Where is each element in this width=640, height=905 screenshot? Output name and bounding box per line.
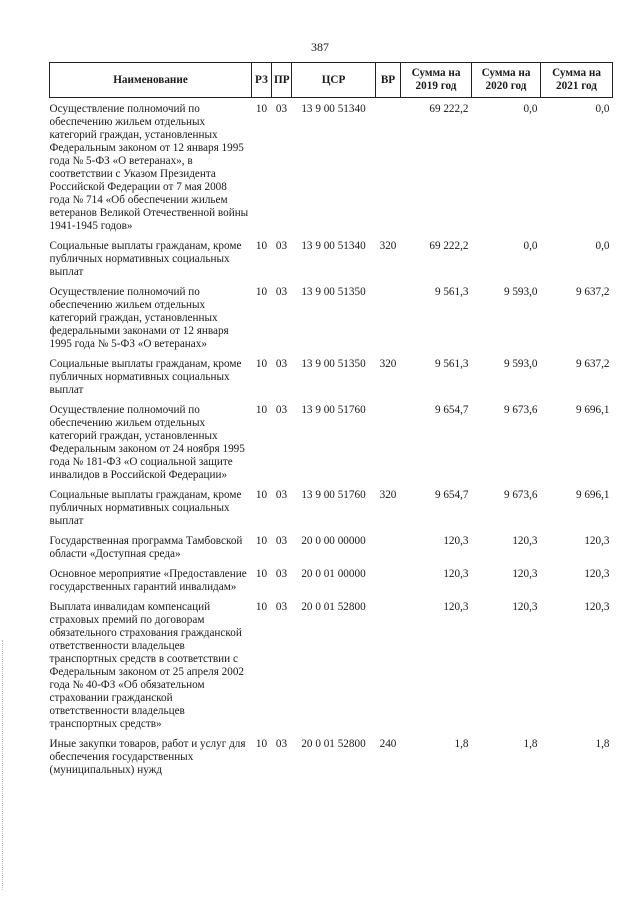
row-name-text: Выплата инвалидам компенсаций страховых премий по договорам обязательного страхования гражданской ответственности владельцев транспортных средств в соответствии с Федеральным законом от 25 апреля 2002 года № 40-ФЗ «Об обязательном страховании гражданской ответственности владельцев транспортных средств» <box>49 601 245 730</box>
cell-pr: 03 <box>275 738 288 750</box>
cell-name <box>50 484 252 530</box>
table-body <box>50 98 613 780</box>
cell-pr: 03 <box>275 404 288 416</box>
table-row <box>50 98 613 236</box>
cell-sum-2019: 9 654,7 <box>434 404 469 416</box>
cell-vr <box>376 281 401 353</box>
row-name-text: Социальные выплаты гражданам, кроме публичных нормативных социальных выплат <box>49 489 242 527</box>
cell-sum-2019: 69 222,2 <box>429 240 469 252</box>
header-csr: ЦСР <box>292 63 376 98</box>
row-name-text: Осуществление полномочий по обеспечению жильем отдельных категорий граждан, установленных Федеральным законом от 12 января 1995 года № 5-ФЗ «О ветеранах», в соответствии с Указом Президента Российской Федерации от 7 мая 2008 года № 714 «Об обеспечении жильем ветеранов Великой Отечественной войны 1941-1945 годов» <box>49 103 249 232</box>
cell-rz: 10 <box>255 738 268 750</box>
cell-sum-2020: 120,3 <box>512 535 538 547</box>
cell-name <box>50 235 252 281</box>
cell-sum-2021: 120,3 <box>584 535 610 547</box>
cell-sum-2020: 9 593,0 <box>503 286 538 298</box>
row-name-text: Основное мероприятие «Предоставление государственных гарантий инвалидам» <box>49 568 247 593</box>
cell-csr: 13 9 00 51340 <box>301 103 366 115</box>
cell-pr: 03 <box>275 358 288 370</box>
row-name-text: Иные закупки товаров, работ и услуг для обеспечения государственных (муниципальных) нужд <box>49 738 246 776</box>
cell-rz: 10 <box>255 404 268 416</box>
cell-pr: 03 <box>275 103 288 115</box>
cell-name <box>50 733 252 779</box>
cell-sum-2021: 9 637,2 <box>575 286 610 298</box>
cell-sum-2021: 0,0 <box>595 103 610 115</box>
cell-rz: 10 <box>255 601 268 613</box>
cell-pr: 03 <box>275 240 288 252</box>
table-row <box>50 596 613 733</box>
cell-pr: 03 <box>275 568 288 580</box>
table-row <box>50 353 613 399</box>
cell-csr: 13 9 00 51350 <box>301 358 366 370</box>
cell-csr: 20 0 01 52800 <box>301 601 366 613</box>
cell-pr: 03 <box>275 535 288 547</box>
cell-pr: 03 <box>275 286 288 298</box>
cell-csr: 20 0 01 52800 <box>301 738 366 750</box>
cell-rz: 10 <box>255 358 268 370</box>
cell-sum-2020: 120,3 <box>512 601 538 613</box>
cell-csr: 20 0 00 00000 <box>301 535 366 547</box>
cell-sum-2020: 9 673,6 <box>503 489 538 501</box>
budget-table <box>49 62 613 779</box>
cell-rz: 10 <box>255 286 268 298</box>
cell-sum-2020: 1,8 <box>523 738 538 750</box>
cell-sum-2019: 9 561,3 <box>434 358 469 370</box>
cell-vr: 320 <box>379 489 397 501</box>
cell-sum-2021: 120,3 <box>584 568 610 580</box>
table-row <box>50 399 613 484</box>
cell-pr: 03 <box>275 489 288 501</box>
cell-vr <box>376 530 401 563</box>
cell-sum-2019: 1,8 <box>454 738 469 750</box>
cell-csr: 13 9 00 51760 <box>301 404 366 416</box>
cell-sum-2019: 69 222,2 <box>429 103 469 115</box>
cell-sum-2021: 1,8 <box>595 738 610 750</box>
scan-margin-marks <box>2 640 7 890</box>
cell-name <box>50 399 252 484</box>
row-name-text: Социальные выплаты гражданам, кроме публичных нормативных социальных выплат <box>49 358 242 396</box>
table-row <box>50 530 613 563</box>
cell-sum-2021: 0,0 <box>595 240 610 252</box>
page-number: 387 <box>311 40 329 54</box>
cell-sum-2020: 120,3 <box>512 568 538 580</box>
cell-csr: 20 0 01 00000 <box>301 568 366 580</box>
row-name-text: Осуществление полномочий по обеспечению жильем отдельных категорий граждан, установленных Федеральным законом от 24 ноября 1995 года № 181-ФЗ «О социальной защите инвалидов в Российской Федерации» <box>49 404 245 481</box>
cell-name <box>50 353 252 399</box>
cell-vr <box>376 596 401 733</box>
cell-vr <box>376 563 401 596</box>
header-sum-2021: Сумма на 2021 год <box>541 63 613 98</box>
row-name-text: Государственная программа Тамбовской области «Доступная среда» <box>49 535 243 560</box>
cell-sum-2021: 9 696,1 <box>575 404 610 416</box>
cell-rz: 10 <box>255 240 268 252</box>
cell-rz: 10 <box>255 103 268 115</box>
row-name-text: Осуществление полномочий по обеспечению жильем отдельных категорий граждан, установленных федеральными законами от 12 января 1995 года № 5-ФЗ «О ветеранах» <box>49 286 229 350</box>
table-row <box>50 281 613 353</box>
header-rz: РЗ <box>252 63 272 98</box>
table-header-row <box>50 63 613 98</box>
cell-sum-2020: 9 593,0 <box>503 358 538 370</box>
header-sum-2020: Сумма на 2020 год <box>472 63 541 98</box>
cell-sum-2020: 0,0 <box>523 240 538 252</box>
cell-rz: 10 <box>255 489 268 501</box>
cell-csr: 13 9 00 51350 <box>301 286 366 298</box>
header-vr: ВР <box>376 63 401 98</box>
cell-rz: 10 <box>255 535 268 547</box>
cell-csr: 13 9 00 51760 <box>301 489 366 501</box>
cell-vr: 240 <box>379 738 397 750</box>
cell-pr: 03 <box>275 601 288 613</box>
cell-name <box>50 98 252 236</box>
cell-sum-2019: 120,3 <box>443 535 469 547</box>
header-name: Наименование <box>50 63 252 98</box>
cell-name <box>50 530 252 563</box>
cell-sum-2021: 9 696,1 <box>575 489 610 501</box>
cell-sum-2021: 9 637,2 <box>575 358 610 370</box>
cell-sum-2019: 9 654,7 <box>434 489 469 501</box>
table-row <box>50 484 613 530</box>
cell-name <box>50 281 252 353</box>
table-row <box>50 563 613 596</box>
header-sum-2019: Сумма на 2019 год <box>401 63 472 98</box>
cell-csr: 13 9 00 51340 <box>301 240 366 252</box>
cell-sum-2020: 9 673,6 <box>503 404 538 416</box>
cell-sum-2021: 120,3 <box>584 601 610 613</box>
header-pr: ПР <box>272 63 292 98</box>
table-row <box>50 235 613 281</box>
cell-vr <box>376 98 401 236</box>
cell-rz: 10 <box>255 568 268 580</box>
cell-vr: 320 <box>379 358 397 370</box>
cell-sum-2019: 9 561,3 <box>434 286 469 298</box>
cell-vr <box>376 399 401 484</box>
cell-sum-2019: 120,3 <box>443 568 469 580</box>
cell-sum-2020: 0,0 <box>523 103 538 115</box>
cell-name <box>50 563 252 596</box>
row-name-text: Социальные выплаты гражданам, кроме публичных нормативных социальных выплат <box>49 240 242 278</box>
cell-sum-2019: 120,3 <box>443 601 469 613</box>
cell-name <box>50 596 252 733</box>
table-row <box>50 733 613 779</box>
cell-vr: 320 <box>379 240 397 252</box>
